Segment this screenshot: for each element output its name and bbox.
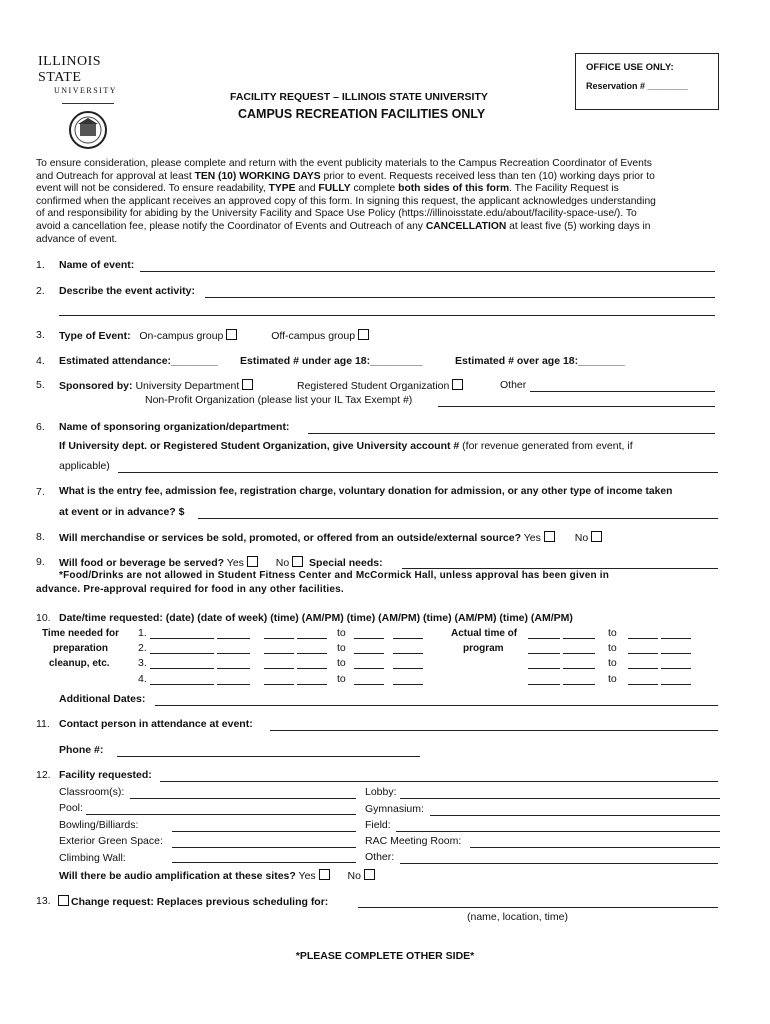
item-number: 12.	[36, 769, 51, 781]
classroom-label: Classroom(s):	[59, 786, 125, 798]
logo-wordmark: ILLINOIS STATE	[38, 54, 102, 85]
event-type-row	[59, 329, 369, 342]
income-label: at event or in advance? $	[59, 506, 185, 518]
food-note-1: *Food/Drinks are not allowed in Student Fitness Center and McCormick Hall, unless approval has been given in	[59, 570, 610, 581]
under-18-label[interactable]: Estimated # under age 18:_________	[240, 355, 423, 367]
datetime-field[interactable]	[563, 684, 595, 685]
audio-row	[59, 869, 375, 882]
date-row-number: 2.	[138, 642, 147, 654]
audio-no-label: No	[347, 870, 361, 882]
to-label: to	[608, 673, 617, 685]
change-request-row	[58, 895, 328, 908]
account-row	[59, 440, 633, 452]
pool-field[interactable]	[86, 814, 356, 815]
datetime-field[interactable]	[393, 668, 423, 669]
office-use-box	[575, 53, 719, 110]
item-number: 6.	[36, 421, 45, 433]
datetime-field[interactable]	[528, 653, 560, 654]
phone-label: Phone #:	[59, 744, 104, 756]
to-label: to	[608, 642, 617, 654]
program-label: program	[463, 643, 504, 654]
datetime-field[interactable]	[661, 684, 691, 685]
datetime-field[interactable]	[264, 653, 294, 654]
over-18-label[interactable]: Estimated # over age 18:________	[455, 355, 625, 367]
merch-question: Will merchandise or services be sold, promoted, or offered from an outside/external source?	[59, 532, 522, 544]
footer-note: *PLEASE COMPLETE OTHER SIDE*	[295, 950, 475, 962]
preparation-label: preparation	[53, 643, 109, 654]
datetime-field[interactable]	[661, 653, 691, 654]
datetime-field[interactable]	[217, 653, 250, 654]
additional-dates-field[interactable]	[155, 705, 718, 706]
intro-line: of and responsibility for abiding by the University Facility and Space Use Policy (https://illinoisstate.edu/about/facility-space-use/). To	[36, 208, 637, 220]
merch-yes-label: Yes	[523, 532, 541, 544]
pool-label: Pool:	[59, 802, 83, 814]
to-label: to	[337, 657, 346, 669]
item-number: 7.	[36, 486, 45, 498]
lobby-label: Lobby:	[365, 786, 397, 798]
datetime-field[interactable]	[354, 684, 384, 685]
date-row-number: 4.	[138, 673, 147, 685]
intro-line: To ensure consideration, please complete and return with the event publicity materials to the Campus Recreation Coordinator of Events	[36, 158, 652, 169]
event-activity-label: Describe the event activity:	[59, 285, 195, 297]
applicable-label: applicable)	[59, 460, 110, 472]
university-dept-checkbox[interactable]	[242, 379, 253, 390]
lobby-field[interactable]	[400, 798, 720, 799]
datetime-field[interactable]	[217, 684, 250, 685]
datetime-field[interactable]	[264, 668, 294, 669]
audio-yes-checkbox[interactable]	[319, 869, 330, 880]
datetime-field[interactable]	[217, 638, 250, 639]
income-question: What is the entry fee, admission fee, registration charge, voluntary donation for admission, or any other type of income taken	[59, 486, 673, 497]
income-field[interactable]	[198, 518, 718, 519]
special-needs-label: Special needs:	[309, 557, 383, 569]
datetime-field[interactable]	[563, 653, 595, 654]
to-label: to	[337, 673, 346, 685]
bowling-field[interactable]	[172, 831, 356, 832]
event-name-field[interactable]	[140, 271, 715, 272]
datetime-field[interactable]	[393, 684, 423, 685]
phone-field[interactable]	[117, 756, 420, 757]
rso-option	[297, 379, 463, 392]
datetime-field[interactable]	[297, 668, 327, 669]
food-no-label: No	[275, 557, 290, 569]
sponsoring-org-field[interactable]	[308, 433, 715, 434]
datetime-field[interactable]	[354, 638, 384, 639]
other-facility-label: Other:	[365, 851, 395, 863]
date-row-number: 3.	[138, 657, 147, 669]
other-facility-field[interactable]	[400, 863, 718, 864]
gymnasium-label: Gymnasium:	[365, 803, 424, 815]
event-activity-field-2[interactable]	[59, 315, 715, 316]
food-note-2: advance. Pre-approval required for food in any other facilities.	[36, 584, 344, 595]
university-dept-label: University Department	[135, 380, 240, 392]
special-needs-field[interactable]	[402, 568, 718, 569]
to-label: to	[337, 642, 346, 654]
datetime-field[interactable]	[628, 638, 658, 639]
datetime-field[interactable]	[264, 684, 294, 685]
logo-rule	[62, 103, 114, 104]
datetime-field[interactable]	[297, 638, 327, 639]
datetime-field[interactable]	[217, 668, 250, 669]
form-title-line2: CAMPUS RECREATION FACILITIES ONLY	[238, 107, 486, 121]
item-number: 11.	[36, 718, 50, 730]
datetime-field[interactable]	[354, 653, 384, 654]
account-field[interactable]	[118, 472, 718, 473]
datetime-field[interactable]	[354, 668, 384, 669]
merch-no-label: No	[574, 532, 589, 544]
other-sponsor-field[interactable]	[530, 391, 715, 392]
intro-line: and Outreach for approval at least TEN (10) WORKING DAYS prior to event. Requests received less than ten (10) working days prior to	[36, 170, 655, 182]
datetime-field[interactable]	[661, 638, 691, 639]
change-request-checkbox[interactable]	[58, 895, 69, 906]
sponsor-row	[59, 379, 253, 392]
food-no-checkbox[interactable]	[292, 556, 303, 567]
field-label: Field:	[365, 819, 391, 831]
item-number: 5.	[36, 379, 45, 391]
facility-label: Facility requested:	[59, 769, 152, 781]
field-field[interactable]	[396, 831, 720, 832]
datetime-field[interactable]	[150, 684, 214, 685]
datetime-field[interactable]	[150, 668, 214, 669]
off-campus-label: Off-campus group	[271, 330, 356, 342]
food-yes-checkbox[interactable]	[247, 556, 258, 567]
intro-line: confirmed when the applicant receives an approved copy of this form. In signing this request, the applicant acknowledges understanding	[36, 195, 656, 207]
datetime-field[interactable]	[563, 638, 595, 639]
contact-field[interactable]	[270, 730, 718, 731]
other-sponsor-label: Other	[500, 379, 527, 391]
account-note: (for revenue generated from event, if	[459, 440, 633, 452]
cleanup-label: cleanup, etc.	[49, 658, 110, 669]
item-number: 13.	[36, 895, 51, 907]
reservation-field[interactable]: Reservation # ________	[586, 81, 688, 91]
event-name-label: Name of event:	[59, 259, 135, 271]
datetime-field[interactable]	[528, 684, 560, 685]
merch-row	[59, 531, 602, 544]
item-number: 4.	[36, 355, 45, 367]
datetime-field[interactable]	[528, 668, 560, 669]
item-number: 3.	[36, 329, 45, 341]
to-label: to	[608, 627, 617, 639]
datetime-field[interactable]	[150, 653, 214, 654]
audio-yes-label: Yes	[298, 870, 316, 882]
datetime-field[interactable]	[297, 653, 327, 654]
change-request-label: Change request: Replaces previous scheduling for:	[71, 896, 329, 908]
gymnasium-field[interactable]	[430, 815, 720, 816]
intro-line: event will not be considered. To ensure readability, TYPE and FULLY complete both sides of this form. The Facility Request is	[36, 183, 619, 195]
audio-no-checkbox[interactable]	[364, 869, 375, 880]
datetime-field[interactable]	[628, 653, 658, 654]
intro-paragraph	[36, 158, 736, 246]
logo-subtitle: UNIVERSITY	[54, 86, 117, 95]
datetime-field[interactable]	[528, 638, 560, 639]
sponsor-label: Sponsored by:	[59, 380, 133, 392]
form-title	[230, 91, 550, 121]
item-number: 9.	[36, 556, 45, 568]
item-number: 8.	[36, 531, 45, 543]
datetime-field[interactable]	[150, 638, 214, 639]
on-campus-checkbox[interactable]	[226, 329, 237, 340]
contact-label: Contact person in attendance at event:	[59, 718, 253, 730]
audio-question: Will there be audio amplification at these sites?	[59, 870, 296, 882]
event-type-label: Type of Event:	[59, 330, 131, 342]
climbing-wall-field[interactable]	[172, 862, 356, 863]
change-request-hint: (name, location, time)	[467, 911, 568, 923]
merch-yes-checkbox[interactable]	[544, 531, 555, 542]
bowling-label: Bowling/Billiards:	[59, 819, 139, 831]
time-needed-label: Time needed for	[42, 628, 120, 639]
to-label: to	[337, 627, 346, 639]
intro-line: avoid a cancellation fee, please notify the Coordinator of Events and Outreach of any CANCELLATION at least five (5) working days in	[36, 220, 651, 232]
datetime-field[interactable]	[628, 668, 658, 669]
merch-no-checkbox[interactable]	[591, 531, 602, 542]
off-campus-checkbox[interactable]	[358, 329, 369, 340]
green-space-label: Exterior Green Space:	[59, 835, 163, 847]
rac-room-label: RAC Meeting Room:	[365, 835, 462, 847]
university-logo	[38, 54, 138, 150]
facility-field[interactable]	[160, 781, 718, 782]
food-yes-label: Yes	[226, 557, 244, 569]
datetime-label: Date/time requested: (date) (date of week) (time) (AM/PM) (time) (AM/PM) (time) (AM/PM) (time) (AM/PM)	[59, 612, 573, 624]
food-row	[59, 556, 383, 569]
additional-dates-label: Additional Dates:	[59, 693, 146, 705]
rac-room-field[interactable]	[470, 847, 720, 848]
tax-exempt-field[interactable]	[438, 406, 715, 407]
datetime-field[interactable]	[661, 668, 691, 669]
sponsoring-org-label: Name of sponsoring organization/department:	[59, 421, 290, 433]
item-number: 2.	[36, 285, 45, 297]
datetime-field[interactable]	[264, 638, 294, 639]
to-label: to	[608, 657, 617, 669]
date-row-number: 1.	[138, 627, 147, 639]
rso-label: Registered Student Organization	[297, 380, 450, 392]
datetime-field[interactable]	[393, 638, 423, 639]
datetime-field[interactable]	[393, 653, 423, 654]
datetime-field[interactable]	[563, 668, 595, 669]
classroom-field[interactable]	[130, 798, 356, 799]
on-campus-label: On-campus group	[139, 330, 224, 342]
nonprofit-label: Non-Profit Organization (please list your IL Tax Exempt #)	[145, 394, 413, 406]
attendance-label[interactable]: Estimated attendance:________	[59, 355, 218, 367]
food-question: Will food or beverage be served?	[59, 557, 225, 569]
office-use-label: OFFICE USE ONLY:	[586, 62, 674, 73]
intro-line: advance of event.	[36, 233, 118, 245]
change-request-field[interactable]	[358, 907, 718, 908]
datetime-field[interactable]	[297, 684, 327, 685]
climbing-wall-label: Climbing Wall:	[59, 852, 126, 864]
rso-checkbox[interactable]	[452, 379, 463, 390]
seal-icon	[68, 110, 108, 150]
event-activity-field[interactable]	[205, 297, 715, 298]
datetime-field[interactable]	[628, 684, 658, 685]
item-number: 10.	[36, 612, 51, 624]
actual-time-label: Actual time of	[451, 628, 518, 639]
account-label: If University dept. or Registered Student Organization, give University account #	[59, 440, 460, 452]
item-number: 1.	[36, 259, 45, 271]
form-title-line1: FACILITY REQUEST – ILLINOIS STATE UNIVERSITY	[230, 91, 488, 103]
green-space-field[interactable]	[172, 847, 356, 848]
